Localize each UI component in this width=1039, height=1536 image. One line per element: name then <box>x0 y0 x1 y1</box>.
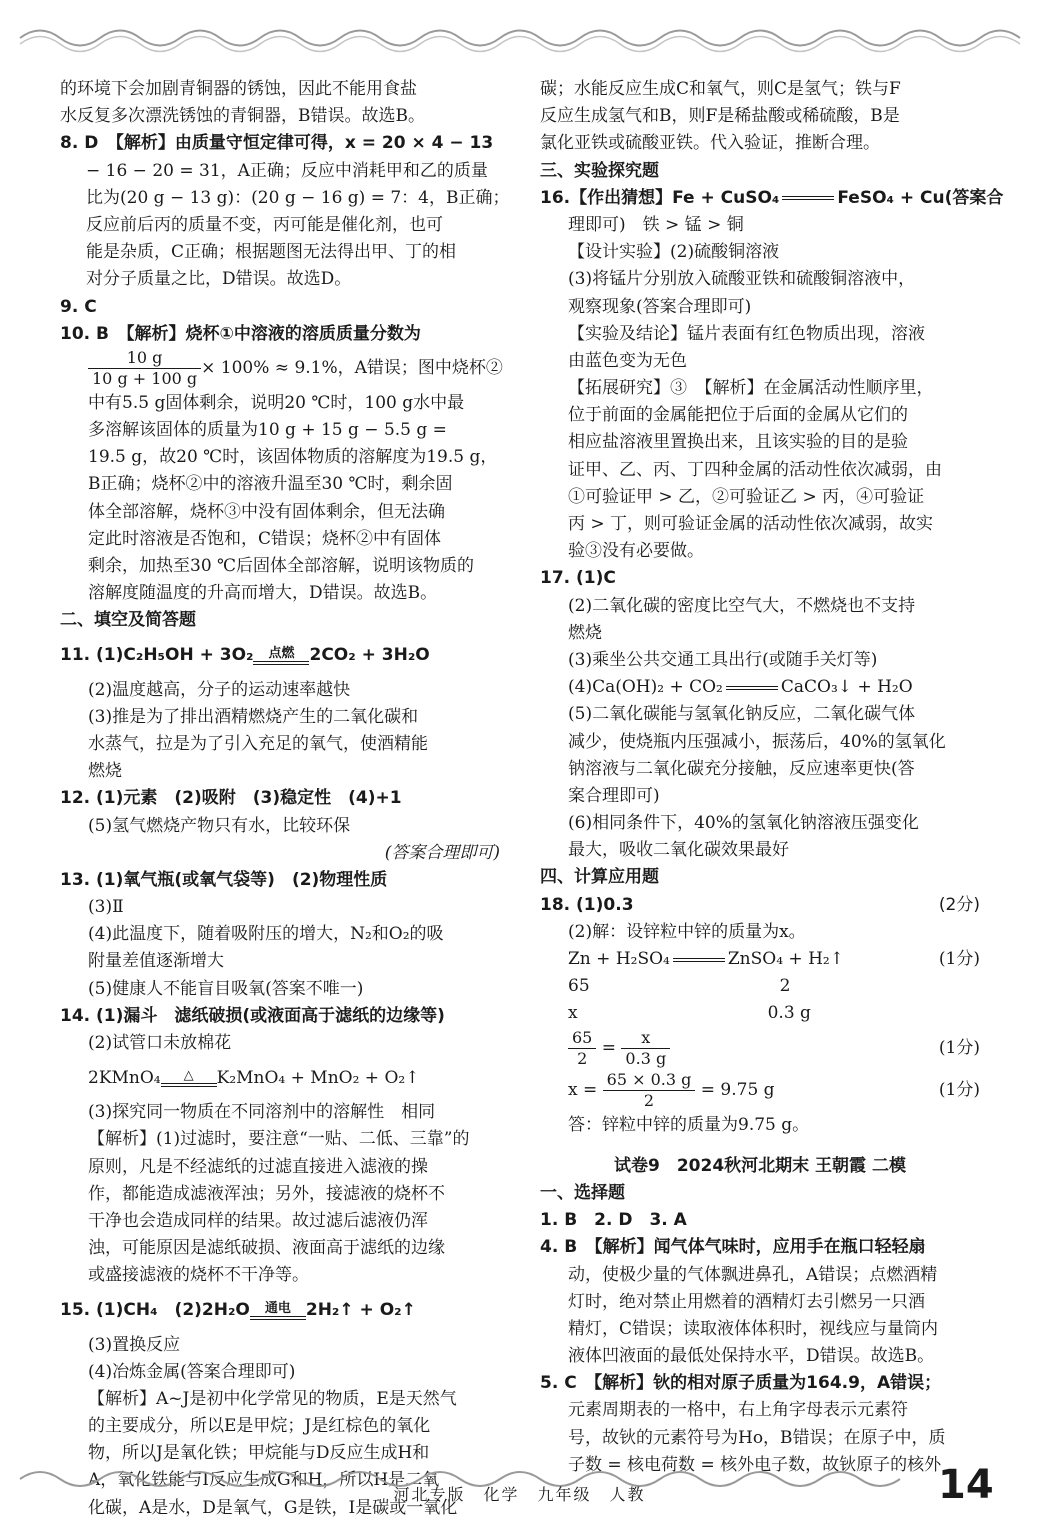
proportion-line: $\frac{65}{2}$ = $\frac{x}{0.3 g}$ (1分) <box>540 1028 980 1070</box>
top-border-ornament <box>0 18 1039 58</box>
text-line: (3)乘坐公共交通工具出行(或随手关灯等) <box>568 649 878 670</box>
text-line: 反应前后丙的质量不变，丙可能是催化剂，也可 <box>86 214 443 235</box>
text-line: 定此时溶液是否饱和，C错误；烧杯②中有固体 <box>88 528 442 549</box>
reaction-condition: △ <box>161 1069 217 1087</box>
text-line: (4)冶炼金属(答案合理即可) <box>88 1361 296 1382</box>
answer-17: 17. (1)C <box>540 568 616 589</box>
answer-11-equation: 11. (1)C₂H₅OH + 3O₂ 点燃 2CO₂ + 3H₂O <box>60 644 430 665</box>
text-line: 的主要成分，所以E是甲烷；J是红棕色的氧化 <box>88 1416 431 1437</box>
text-line: 剩余，加热至30 ℃后固体全部溶解，说明该物质的 <box>88 556 475 576</box>
text-line: 观察现象(答案合理即可) <box>568 296 752 317</box>
text-line: (2)温度越高，分子的运动速率越快 <box>88 679 351 700</box>
text-line: 相应盐溶液里置换出来，且该实验的目的是验 <box>568 432 908 453</box>
answer-12: 12. (1)元素 (2)吸附 (3)稳定性 (4)+1 <box>60 788 402 809</box>
text-line: 案合理即可) <box>568 785 660 806</box>
fraction-line: $\frac{10 g}{10 g + 100 g}$ × 100% ≈ 9.1%，A错误；图中烧杯② <box>60 348 500 390</box>
text-line: 丙 > 丁，则可验证金属的活动性依次减弱，故实 <box>568 514 934 534</box>
text-line: (5)健康人不能盲目吸氧(答案不唯一) <box>88 978 364 999</box>
text-line: 【拓展研究】③ 【解析】在金属活动性顺序里， <box>568 378 934 399</box>
text-line: (2)试管口未放棉花 <box>88 1033 232 1053</box>
text-line: (2)二氧化碳的密度比空气大，不燃烧也不支持 <box>568 595 916 616</box>
text-line: 浊，可能原因是滤纸破损、液面高于滤纸的边缘 <box>88 1238 445 1259</box>
text-line: 【解析】(1)过滤时，要注意“一贴、二低、三靠”的 <box>88 1129 470 1150</box>
text-line: ①可验证甲 > 乙，②可验证乙 > 丙，④可验证 <box>568 486 925 507</box>
answer-9: 9. C <box>60 296 97 317</box>
text-line: 由蓝色变为无色 <box>568 350 687 371</box>
section-heading: 二、填空及简答题 <box>60 610 196 631</box>
text-line: 中有5.5 g固体剩余，说明20 ℃时，100 g水中最 <box>88 392 465 413</box>
text-line: 或盛接滤液的烧杯不干净等。 <box>88 1265 309 1286</box>
text-line: 元素周期表的一格中，右上角字母表示元素符 <box>568 1400 908 1421</box>
text-line: 动，使极少量的气体飘进鼻孔，A错误；点燃酒精 <box>568 1264 938 1285</box>
text-line: 燃烧 <box>88 761 122 782</box>
text-line: − 16 − 20 = 31，A正确；反应中消耗甲和乙的质量 <box>86 160 488 181</box>
page-number: 14 <box>938 1462 994 1508</box>
text-line: 溶解度随温度的升高而增大，D错误。故选B。 <box>88 583 438 604</box>
text-line: (答案合理即可) <box>384 842 500 863</box>
text-line: 验③没有必要做。 <box>568 541 704 562</box>
text-line: 证甲、乙、丙、丁四种金属的活动性依次减弱，由 <box>568 459 942 480</box>
fraction-solution: $\frac{65 \times 0.3 g}{2}$ <box>603 1070 696 1111</box>
text-line: 理即可) 铁 > 锰 > 铜 <box>568 214 744 235</box>
text-line: (5)二氧化碳能与氢氧化钠反应，二氧化碳气体 <box>568 704 916 725</box>
text-line: 多溶解该固体的质量为10 g + 15 g − 5.5 g = <box>88 420 447 441</box>
text-line: 的环境下会加剧青铜器的锈蚀，因此不能用食盐 <box>60 79 417 99</box>
equation-sign <box>782 196 834 200</box>
solution-line: x = $\frac{65 \times 0.3 g}{2}$ = 9.75 g (1分) <box>568 1070 980 1111</box>
text-line: 号，故钬的元素符号为Ho，B错误；在原子中，质 <box>568 1427 946 1448</box>
text-line: A，氧化铁能与I反应生成G和H，所以H是二氧 <box>88 1470 440 1491</box>
answers-1-3: 1. B 2. D 3. A <box>540 1210 687 1231</box>
equation-sign <box>726 686 778 690</box>
text-line: 钠溶液与二氧化碳充分接触，反应速率更快(答 <box>568 758 915 779</box>
text-line: 19.5 g，故20 ℃时，该固体物质的溶解度为19.5 g， <box>88 447 498 468</box>
text-line: 能是杂质，C正确；根据题图无法得出甲、丁的相 <box>86 242 457 263</box>
text-line: 子数 = 核电荷数 = 核外电子数，故钬原子的核外 <box>568 1454 942 1475</box>
text-line: 对分子质量之比，D错误。故选D。 <box>86 269 352 290</box>
fraction-left: $\frac{65}{2}$ <box>568 1028 596 1069</box>
text-line: (3)推是为了排出酒精燃烧产生的二氧化碳和 <box>88 706 419 727</box>
text-line: 最大，吸收二氧化碳效果最好 <box>568 840 789 861</box>
variable-row: x 0.3 g <box>568 1003 811 1024</box>
text-line: 液体凹液面的最低处保持水平，D错误。故选B。 <box>568 1346 935 1367</box>
footer-edition: 河北专版 化学 九年级 人教 <box>393 1485 646 1504</box>
text-line: B正确；烧杯②中的溶液升温至30 ℃时，剩余固 <box>88 474 453 495</box>
section-heading: 三、实验探究题 <box>540 160 659 181</box>
text-line: (3)Ⅱ <box>88 897 124 918</box>
text-line: (6)相同条件下，40%的氢氧化钠溶液压强变化 <box>568 813 919 834</box>
text-line: 【解析】A~J是初中化学常见的物质，E是天然气 <box>88 1388 457 1409</box>
text-line: 物，所以J是氧化铁；甲烷能与D反应生成H和 <box>88 1443 430 1464</box>
text-line: (3)置换反应 <box>88 1334 181 1355</box>
fraction-right: $\frac{x}{0.3 g}$ <box>621 1028 670 1069</box>
text-line: (5)氢气燃烧产物只有水，比较环保 <box>88 815 351 836</box>
text-line: 答：锌粒中锌的质量为9.75 g。 <box>568 1114 810 1135</box>
mass-row: 65 2 <box>568 976 791 997</box>
text-line: (2)解：设锌粒中锌的质量为x。 <box>568 921 806 942</box>
text-line: 化碳，A是水，D是氧气，G是铁，I是碳或一氧化 <box>88 1497 458 1518</box>
text-line: 水蒸气，拉是为了引入充足的氧气，使酒精能 <box>88 733 428 754</box>
text-line: 体全部溶解，烧杯③中没有固体剩余，但无法确 <box>88 501 445 522</box>
section-heading: 一、选择题 <box>540 1182 625 1203</box>
answer-10: 10. B 【解析】烧杯①中溶液的溶质质量分数为 <box>60 323 421 344</box>
equation-sign <box>673 958 725 962</box>
text-line: 灯时，绝对禁止用燃着的酒精灯去引燃另一只酒 <box>568 1291 925 1312</box>
answer-13: 13. (1)氧气瓶(或氧气袋等) (2)物理性质 <box>60 869 388 890</box>
text-line: 附量差值逐渐增大 <box>88 951 224 972</box>
text-line: 氯化亚铁或硫酸亚铁。代入验证，推断合理。 <box>540 133 880 154</box>
text-line: 比为(20 g − 13 g)：(20 g − 16 g) = 7：4，B正确； <box>86 187 510 208</box>
text-line: 干净也会造成同样的结果。故过滤后滤液仍浑 <box>88 1210 428 1231</box>
answer-4: 4. B 【解析】闻气体气味时，应用手在瓶口轻轻扇 <box>540 1237 926 1258</box>
text-line: 作，都能造成滤液浑浊；另外，接滤液的烧杯不 <box>88 1183 445 1204</box>
answer-14: 14. (1)漏斗 滤纸破损(或液面高于滤纸的边缘等) <box>60 1005 445 1026</box>
text-line: 水反复多次漂洗锈蚀的青铜器，B错误。故选B。 <box>60 106 425 127</box>
mass-fraction: $\frac{10 g}{10 g + 100 g}$ <box>88 348 201 389</box>
text-line: 原则，凡是不经滤纸的过滤直接进入滤液的操 <box>88 1156 428 1177</box>
text-line: 【实验及结论】锰片表面有红色物质出现，溶液 <box>568 323 925 344</box>
paper-title: 试卷9 2024秋河北期末 王朝霞 二模 <box>614 1155 906 1176</box>
text-line: (3)将锰片分别放入硫酸亚铁和硫酸铜溶液中， <box>568 269 916 290</box>
text-line: 反应生成氢气和B，则F是稀盐酸或稀硫酸，B是 <box>540 106 900 127</box>
text-line: 燃烧 <box>568 622 602 643</box>
answer-18-equation: Zn + H₂SO₄ ZnSO₄ + H₂↑ (1分) <box>568 949 980 969</box>
answer-8: 8. D 【解析】由质量守恒定律可得，x = 20 × 4 − 13 <box>60 133 494 154</box>
answer-18: 18. (1)0.3 (2分) <box>540 894 980 915</box>
answer-15-equation: 15. (1)CH₄ (2)2H₂O 通电 2H₂↑ + O₂↑ <box>60 1299 416 1320</box>
answer-5: 5. C 【解析】钬的相对原子质量为164.9，A错误； <box>540 1373 942 1394</box>
text-line: 【设计实验】(2)硫酸铜溶液 <box>568 242 780 263</box>
text-line: (3)探究同一物质在不同溶剂中的溶解性 相同 <box>88 1102 436 1123</box>
text-line: (4)此温度下，随着吸附压的增大，N₂和O₂的吸 <box>88 924 444 945</box>
text-line: 精灯，C错误；读取液体体积时，视线应与量筒内 <box>568 1318 939 1339</box>
left-column <box>60 76 510 1522</box>
reaction-condition: 通电 <box>250 1302 306 1320</box>
text-line: 减少，使烧瓶内压强减小，振荡后，40%的氢氧化 <box>568 731 946 752</box>
section-heading: 四、计算应用题 <box>540 867 659 888</box>
reaction-condition: 点燃 <box>253 647 309 665</box>
answer-17-equation: (4)Ca(OH)₂ + CO₂ CaCO₃↓ + H₂O <box>568 677 913 698</box>
text-line: 位于前面的金属能把位于后面的金属从它们的 <box>568 405 908 426</box>
answer-16: 16.【作出猜想】Fe + CuSO₄ FeSO₄ + Cu(答案合 <box>540 187 1004 208</box>
right-column <box>540 76 1004 1479</box>
text-line: 碳；水能反应生成C和氧气，则C是氢气；铁与F <box>540 79 901 99</box>
answer-14-equation: 2KMnO₄ △ K₂MnO₄ + MnO₂ + O₂↑ <box>88 1067 420 1088</box>
